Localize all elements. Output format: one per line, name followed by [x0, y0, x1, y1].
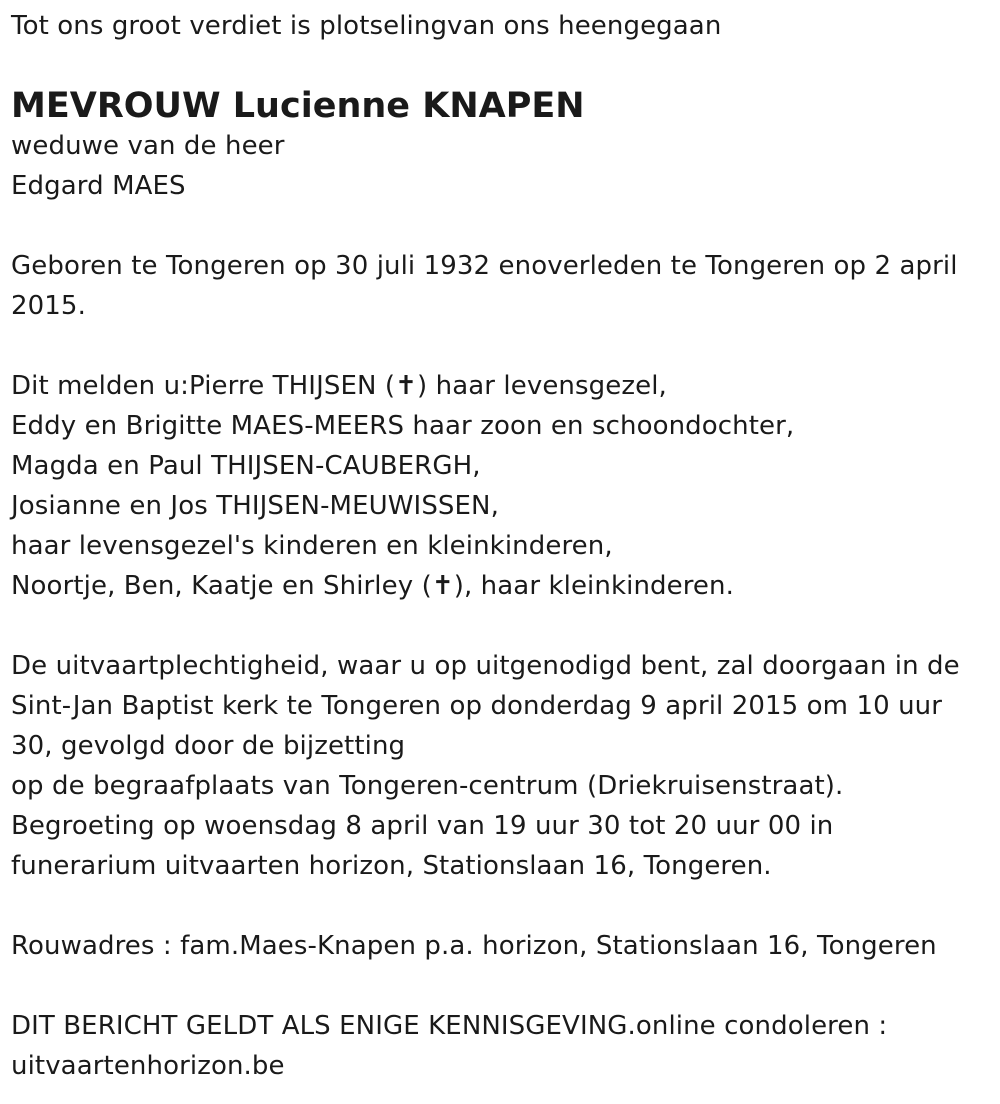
deceased-name: MEVROUW Lucienne KNAPEN	[11, 86, 585, 126]
obituary-notice	[11, 6, 986, 1086]
ceremony-line: Sint-Jan Baptist kerk te Tongeren op donderdag 9 april 2015 om 10 uur	[11, 691, 943, 721]
ceremony-line: Begroeting op woensdag 8 april van 19 uur 30 tot 20 uur 00 in	[11, 811, 834, 841]
intro-text: Tot ons groot verdiet is plotselingvan ons heengegaan	[11, 11, 722, 41]
spacer	[11, 326, 986, 366]
spacer	[11, 206, 986, 246]
spacer	[11, 886, 986, 926]
family-line: Eddy en Brigitte MAES-MEERS haar zoon en schoondochter,	[11, 411, 795, 441]
birth-death-line: Geboren te Tongeren op 30 juli 1932 enoverleden te Tongeren op 2 april	[11, 251, 958, 281]
spacer	[11, 606, 986, 646]
closing-line: DIT BERICHT GELDT ALS ENIGE KENNISGEVING.online condoleren :	[11, 1011, 888, 1041]
ceremony-line: op de begraafplaats van Tongeren-centrum (Driekruisenstraat).	[11, 771, 844, 801]
spouse-line: Edgard MAES	[11, 171, 186, 201]
ceremony-line: 30, gevolgd door de bijzetting	[11, 731, 406, 761]
spacer	[11, 966, 986, 1006]
spouse-line: weduwe van de heer	[11, 131, 285, 161]
spacer	[11, 46, 986, 86]
family-line: Magda en Paul THIJSEN-CAUBERGH,	[11, 451, 481, 481]
family-line: Josianne en Jos THIJSEN-MEUWISSEN,	[11, 491, 499, 521]
mourning-address: Rouwadres : fam.Maes-Knapen p.a. horizon, Stationslaan 16, Tongeren	[11, 931, 937, 961]
family-line: Noortje, Ben, Kaatje en Shirley (✝), haar kleinkinderen.	[11, 571, 734, 601]
ceremony-line: funerarium uitvaarten horizon, Stationslaan 16, Tongeren.	[11, 851, 772, 881]
family-line: haar levensgezel's kinderen en kleinkinderen,	[11, 531, 613, 561]
ceremony-line: De uitvaartplechtigheid, waar u op uitgenodigd bent, zal doorgaan in de	[11, 651, 960, 681]
condolence-link[interactable]: uitvaartenhorizon.be	[11, 1051, 285, 1081]
family-line: Dit melden u:Pierre THIJSEN (✝) haar levensgezel,	[11, 371, 667, 401]
birth-death-line: 2015.	[11, 291, 86, 321]
